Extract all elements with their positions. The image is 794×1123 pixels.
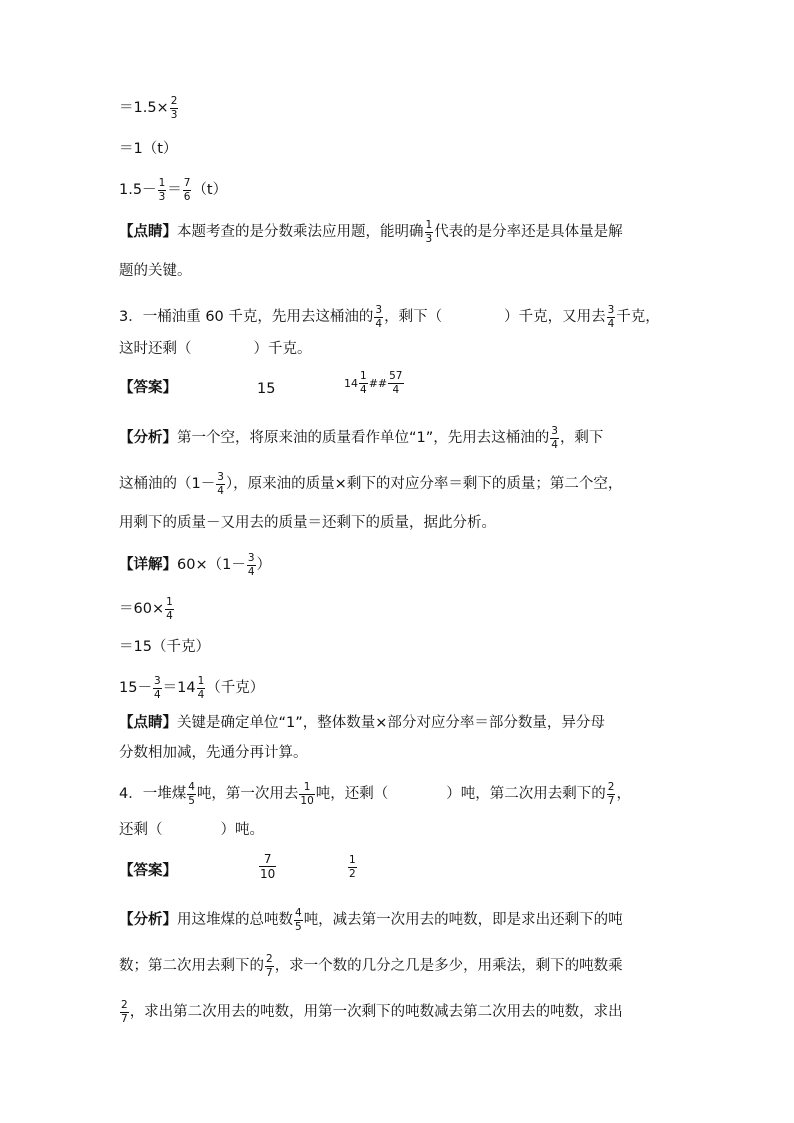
q3-answer: [119, 381, 177, 396]
fraction: $\frac{1}{2}$: [349, 854, 356, 880]
fraction: $\frac{3}{4}$: [247, 552, 255, 578]
q3-detail-line-4: 15－ $\frac{3}{4}$ ＝14 $\frac{1}{4}$ （千克）: [119, 675, 265, 701]
question-3-cont: 这时还剩（ ）千克。: [119, 341, 312, 357]
fraction: $\frac{1}{4}$: [360, 370, 367, 396]
fraction: $\frac{1}{10}$: [300, 781, 314, 807]
fraction: $\frac{1}{3}$: [158, 177, 166, 203]
q3-answer-1: 15: [257, 381, 276, 397]
fraction: $\frac{1}{3}$: [425, 219, 433, 245]
fraction: $\frac{2}{7}$: [121, 999, 128, 1025]
calc-line-3: 1.5－ $\frac{1}{3}$ ＝ $\frac{7}{6}$ （t）: [119, 177, 228, 203]
q4-analysis: 【分析】用这堆煤的总吨数 $\frac{4}{5}$ 吨，减去第一次用去的吨数，即是求出还剩下的吨: [119, 907, 623, 933]
section-tag: 【分析】: [119, 430, 177, 446]
section-tag: 【点睛】: [119, 715, 177, 731]
dianjing-paragraph: 【点睛】本题考查的是分数乘法应用题，能明确 $\frac{1}{3}$ 代表的是分率还是具体量是解: [119, 219, 623, 245]
q4-answer-2: [347, 855, 358, 879]
q4-answer-1: [258, 853, 277, 880]
fraction: $\frac{4}{5}$: [295, 907, 302, 933]
question-3: 3．一桶油重 60 千克，先用去这桶油的 $\frac{3}{4}$ ，剩下（ ）千克，又用去 $\frac{3}{4}$ 千克，: [119, 304, 660, 330]
calc-line-2: ＝1（t）: [119, 141, 178, 157]
fraction: $\frac{1}{4}$: [166, 596, 173, 622]
q4-analysis-cont2: $\frac{2}{7}$ ，求出第二次用去的吨数，用第一次剩下的吨数减去第二次用去的吨数，求出: [121, 999, 623, 1025]
q3-detail: 【详解】60×（1－ $\frac{3}{4}$ ）: [119, 552, 272, 578]
fraction: $\frac{3}{4}$: [607, 304, 615, 330]
fraction: $\frac{7}{10}$: [260, 852, 276, 881]
q3-dianjing: 【点睛】关键是确定单位“1”，整体数量×部分对应分率＝部分数量，异分母: [119, 715, 605, 731]
question-4: 4．一堆煤 $\frac{4}{5}$ 吨，第一次用去 $\frac{1}{10}$ 吨，还剩（ ）吨，第二次用去剩下的 $\frac{2}{7}$ ，: [119, 781, 631, 807]
q4-answer: [119, 864, 177, 879]
fraction: $\frac{57}{4}$: [389, 370, 403, 396]
fraction: $\frac{7}{6}$: [183, 177, 191, 203]
q3-analysis-cont2: 用剩下的质量－又用去的质量＝还剩下的质量，据此分析。: [119, 515, 496, 531]
fraction: $\frac{4}{5}$: [188, 781, 195, 807]
q3-analysis-cont: 这桶油的（1－ $\frac{3}{4}$ ），原来油的质量×剩下的对应分率＝剩下的质量；第二个空，: [119, 471, 623, 497]
q3-answer-2: 14 $\frac{1}{4}$ ## $\frac{57}{4}$: [344, 370, 403, 396]
calc-text: ＝1.5×: [119, 100, 169, 116]
fraction: $\frac{2}{7}$: [607, 781, 615, 807]
q3-detail-line-3: ＝15（千克）: [119, 639, 210, 655]
fraction: $\frac{3}{4}$: [217, 471, 224, 497]
section-tag: 【点睛】: [119, 224, 177, 240]
q3-detail-line-2: ＝60× $\frac{1}{4}$: [119, 596, 173, 622]
fraction: $\frac{3}{4}$: [153, 675, 161, 701]
section-tag: 【分析】: [119, 912, 177, 928]
section-tag: 【答案】: [119, 863, 177, 879]
fraction: $\frac{3}{4}$: [551, 425, 558, 451]
section-tag: 【详解】: [119, 557, 177, 573]
fraction: $\frac{2}{3}$: [170, 95, 178, 121]
fraction: $\frac{3}{4}$: [375, 304, 383, 330]
fraction: $\frac{2}{7}$: [266, 953, 273, 979]
question-4-cont: 还剩（ ）吨。: [119, 822, 264, 838]
calc-line-1: [119, 96, 179, 120]
section-tag: 【答案】: [119, 380, 177, 396]
q3-dianjing-cont: 分数相加减，先通分再计算。: [119, 745, 308, 761]
q3-analysis: 【分析】第一个空，将原来油的质量看作单位“1”，先用去这桶油的 $\frac{3}{4}$ ，剩下: [119, 425, 604, 451]
dianjing-paragraph-cont: 题的关键。: [119, 263, 192, 279]
q4-analysis-cont: 数；第二次用去剩下的 $\frac{2}{7}$ ，求一个数的几分之几是多少，用乘法，剩下的吨数乘: [119, 953, 623, 979]
fraction: $\frac{1}{4}$: [197, 675, 205, 701]
